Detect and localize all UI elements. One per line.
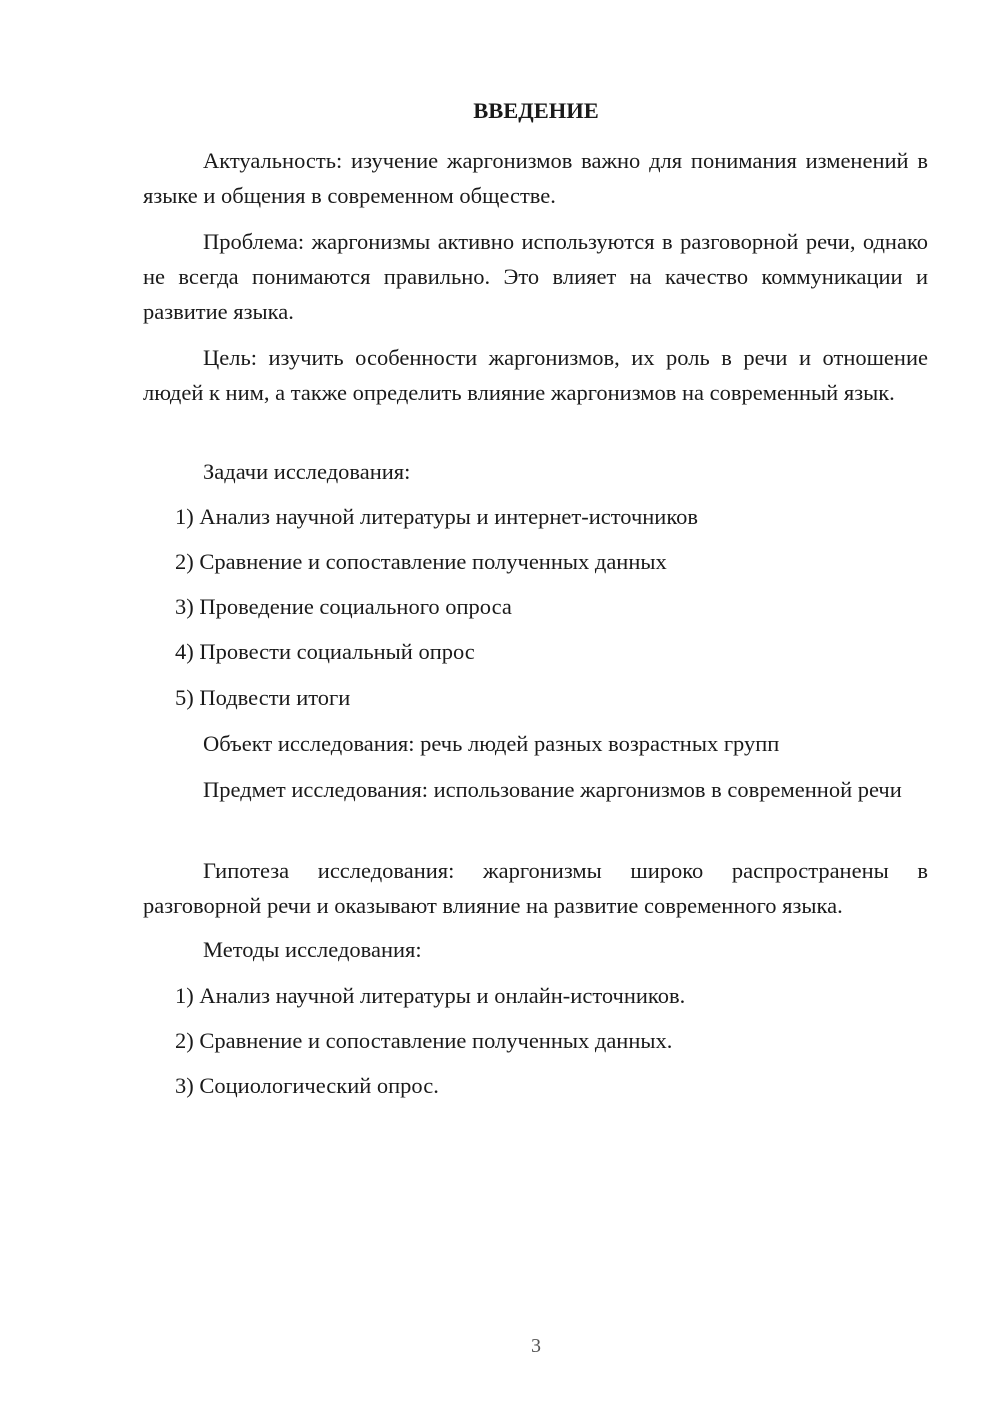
method-item: 2) Сравнение и сопоставление полученных данных. xyxy=(175,1028,673,1053)
hypothesis-paragraph: Гипотеза исследования: жаргонизмы широко распространены в разговорной речи и оказывают влияние на развитие современного языка. xyxy=(143,858,928,918)
object-line: Объект исследования: речь людей разных возрастных групп xyxy=(203,731,780,756)
task-item: 1) Анализ научной литературы и интернет-источников xyxy=(175,504,699,529)
tasks-heading: Задачи исследования: xyxy=(203,459,411,484)
subject-paragraph: Предмет исследования: использование жаргонизмов в современной речи xyxy=(203,777,902,802)
relevance-paragraph: Актуальность: изучение жаргонизмов важно для понимания изменений в языке и общения в современном обществе. xyxy=(143,148,928,208)
problem-paragraph: Проблема: жаргонизмы активно используются в разговорной речи, однако не всегда понимаются правильно. Это влияет на качество коммуникации и развитие языка. xyxy=(143,229,928,324)
task-item: 3) Проведение социального опроса xyxy=(175,594,512,619)
methods-heading: Методы исследования: xyxy=(203,937,422,962)
task-item: 4) Провести социальный опрос xyxy=(175,639,475,664)
task-item: 5) Подвести итоги xyxy=(175,685,351,710)
method-item: 3) Социологический опрос. xyxy=(175,1073,439,1098)
goal-paragraph: Цель: изучить особенности жаргонизмов, их роль в речи и отношение людей к ним, а также определить влияние жаргонизмов на современный язык. xyxy=(143,345,928,405)
task-item: 2) Сравнение и сопоставление полученных данных xyxy=(175,549,667,574)
method-item: 1) Анализ научной литературы и онлайн-источников. xyxy=(175,983,686,1008)
section-title: ВВЕДЕНИЕ xyxy=(473,98,599,123)
page-number: 3 xyxy=(531,1335,541,1357)
